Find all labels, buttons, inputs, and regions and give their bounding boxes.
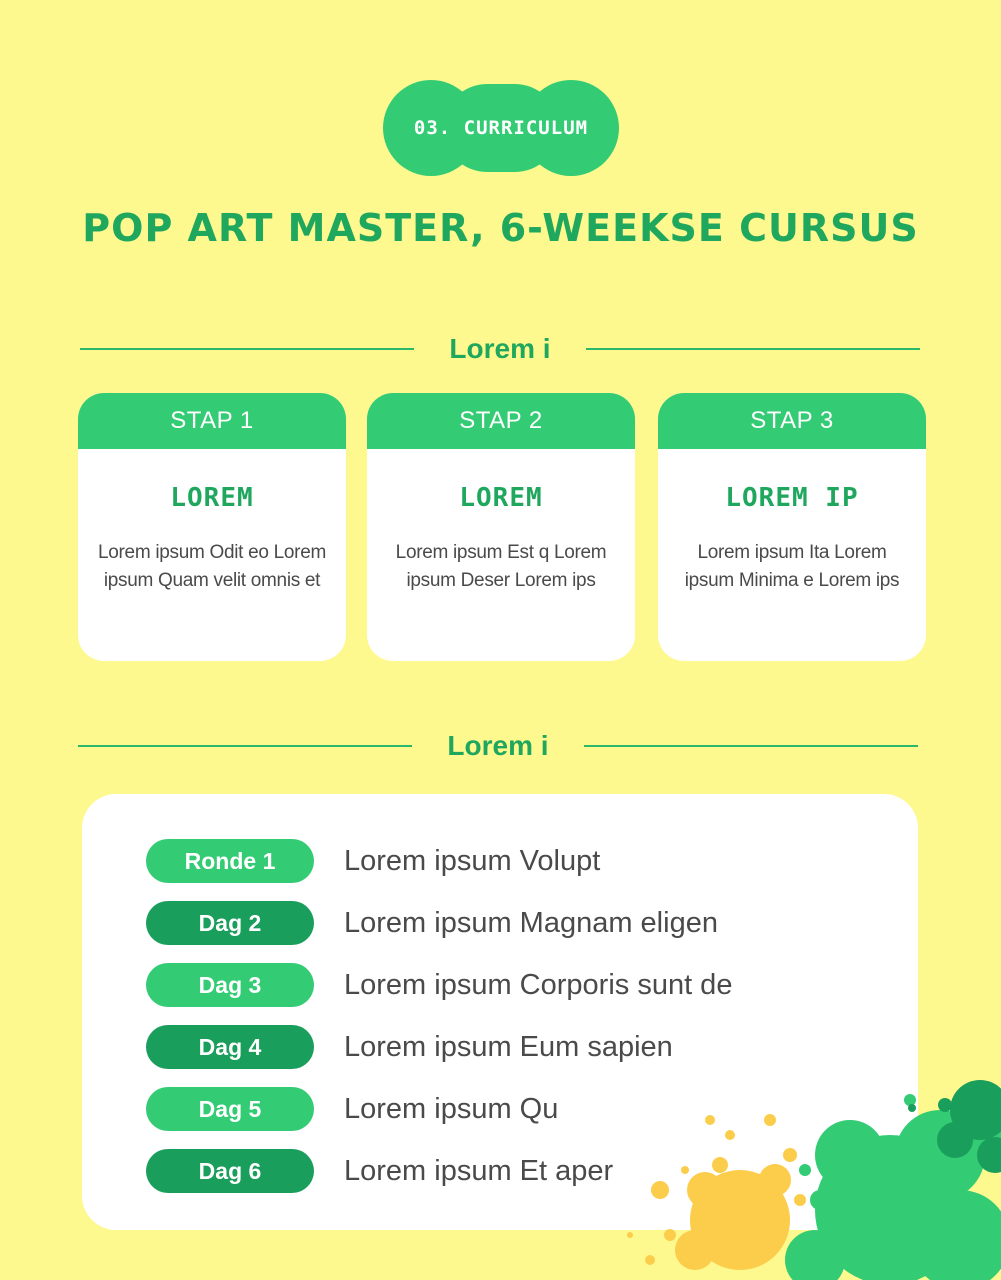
step-text: Lorem ipsum Est q Lorem ipsum Deser Lorem ips: [395, 542, 607, 591]
schedule-row: [146, 839, 886, 883]
step-title: LOREM: [459, 483, 543, 513]
section-badge: [383, 80, 619, 176]
step-header: STAP 2: [367, 393, 635, 449]
schedule-row: [146, 963, 886, 1007]
day-description: Lorem ipsum Corporis sunt de: [344, 968, 733, 1001]
step-card-3: [658, 393, 926, 661]
step-header: STAP 1: [78, 393, 346, 449]
section-heading: Lorem i: [447, 730, 549, 761]
step-text: Lorem ipsum Ita Lorem ipsum Minima e Lorem ips: [684, 542, 900, 591]
day-description: Lorem ipsum Magnam eligen: [344, 906, 718, 939]
step-title: LOREM: [170, 483, 254, 513]
day-pill: Dag 5: [146, 1087, 314, 1131]
day-pill: Dag 4: [146, 1025, 314, 1069]
divider-line: [586, 348, 920, 350]
divider-line: [584, 745, 918, 747]
schedule-row: [146, 901, 886, 945]
step-card-1: [78, 393, 346, 661]
day-pill: Dag 6: [146, 1149, 314, 1193]
section-divider-steps: [80, 329, 920, 369]
divider-line: [78, 745, 412, 747]
step-card-2: [367, 393, 635, 661]
schedule-row: [146, 1087, 886, 1131]
section-divider-schedule: [78, 726, 918, 766]
divider-line: [80, 348, 414, 350]
page-title: POP ART MASTER, 6-WEEKSE CURSUS: [82, 206, 919, 250]
schedule-row: [146, 1149, 886, 1193]
schedule-panel: [82, 794, 918, 1230]
badge-label: 03. CURRICULUM: [413, 117, 589, 139]
day-description: Lorem ipsum Qu: [344, 1092, 559, 1125]
section-heading: Lorem i: [449, 333, 551, 364]
day-description: Lorem ipsum Volupt: [344, 844, 601, 877]
step-text: Lorem ipsum Odit eo Lorem ipsum Quam velit omnis et: [98, 542, 326, 591]
day-description: Lorem ipsum Eum sapien: [344, 1030, 673, 1063]
schedule-row: [146, 1025, 886, 1069]
step-title: LOREM IP: [725, 483, 859, 513]
day-pill: Ronde 1: [146, 839, 314, 883]
day-pill: Dag 3: [146, 963, 314, 1007]
day-pill: Dag 2: [146, 901, 314, 945]
step-header: STAP 3: [658, 393, 926, 449]
day-description: Lorem ipsum Et aper: [344, 1154, 614, 1187]
